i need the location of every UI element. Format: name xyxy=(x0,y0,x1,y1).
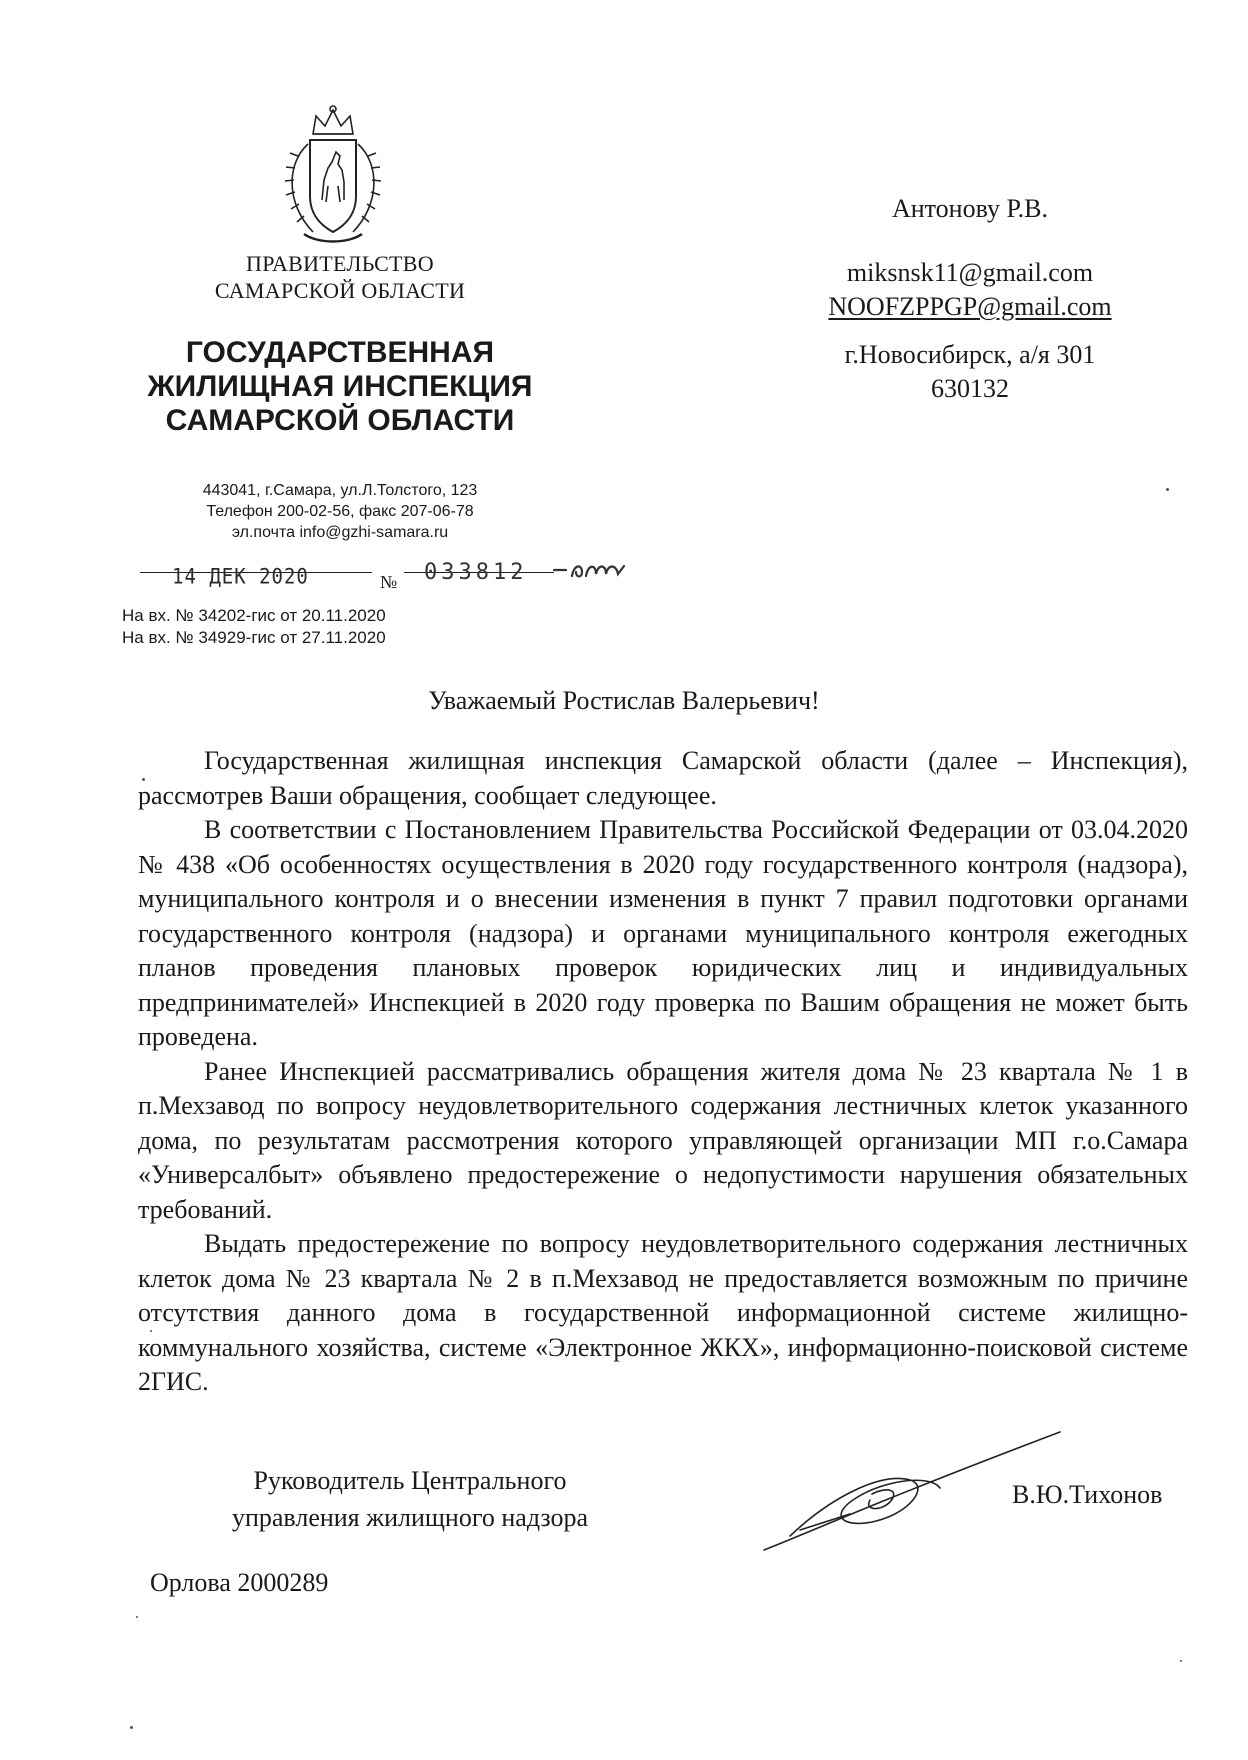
executor-info: Орлова 2000289 xyxy=(150,1568,329,1597)
paragraph: Ранее Инспекцией рассматривались обращения жителя дома № 23 квартала № 1 в п.Мехзавод по вопросу неудовлетворительного содержания лестничных клеток указанного дома, по результатам рассмотрения которого управляющей организации МП г.о.Самара «Универсалбыт» объявлено предостережение о недопустимости нарушения обязательных требований. xyxy=(138,1056,1188,1224)
gov-line-1: ПРАВИТЕЛЬСТВО xyxy=(246,251,434,276)
registration-suffix-handwritten xyxy=(552,548,642,588)
paragraph: Выдать предостережение по вопросу неудовлетворительного содержания лестничных клеток дома № 23 квартала № 2 в п.Мехзавод не предоставляется возможным по причине отсутствия данного дома в государственной информационной системе жилищно-коммунального хозяйства, системе «Электронное ЖКХ», информационно-поисковой системе 2ГИС. xyxy=(138,1229,1188,1396)
signer-position xyxy=(200,1462,620,1536)
letter-body xyxy=(138,744,1188,1400)
recipient-name: Антонову Р.В. xyxy=(891,194,1049,223)
position-line-2: управления жилищного надзора xyxy=(231,1503,589,1532)
org-email: эл.почта info@gzhi-samara.ru xyxy=(231,524,449,541)
registration-number-label: № xyxy=(380,572,398,592)
org-line-2: ЖИЛИЩНАЯ ИНСПЕКЦИЯ xyxy=(147,370,533,403)
organization-name xyxy=(120,336,560,438)
gov-line-2: САМАРСКОЙ ОБЛАСТИ xyxy=(214,278,466,303)
scan-speck xyxy=(1166,488,1169,491)
paragraph: В соответствии с Постановлением Правительства Российской Федерации от 03.04.2020 № 438 «Об особенностях осуществления в 2020 году государственного контроля (надзора), муниципального контроля и о внесении изменения в пункт 7 правил подготовки органами государственного контроля (надзора) и органами муниципального контроля ежегодных планов проведения плановых проверок юридических лиц и индивидуальных предпринимателей» Инспекцией в 2020 году проверка по Вашим обращения не может быть проведена. xyxy=(138,815,1188,1051)
organization-contacts xyxy=(150,480,530,543)
recipient-block xyxy=(760,192,1180,406)
signer-name: В.Ю.Тихонов xyxy=(1012,1480,1163,1509)
position-line-1: Руководитель Центрального xyxy=(253,1466,567,1495)
scan-speck xyxy=(130,1726,133,1729)
org-line-1: ГОСУДАРСТВЕННАЯ xyxy=(185,336,495,369)
recipient-email-2: NOOFZPPGP@gmail.com xyxy=(828,292,1112,321)
org-phone: Телефон 200-02-56, факс 207-06-78 xyxy=(206,503,474,520)
org-address: 443041, г.Самара, ул.Л.Толстого, 123 xyxy=(202,482,478,499)
registration-number: 033812 xyxy=(424,560,528,585)
registration-date: 14 ДЕК 2020 xyxy=(172,564,309,590)
recipient-postcode: 630132 xyxy=(931,374,1009,403)
scan-speck xyxy=(142,778,145,781)
recipient-address: г.Новосибирск, а/я 301 xyxy=(844,340,1096,369)
scan-speck xyxy=(1180,1660,1182,1662)
scan-speck xyxy=(150,1330,152,1332)
salutation: Уважаемый Ростислав Валерьевич! xyxy=(428,686,820,715)
samara-coat-of-arms-icon xyxy=(268,104,398,254)
paragraph: Государственная жилищная инспекция Самарской области (далее – Инспекция), рассмотрев Ваши обращения, сообщает следующее. xyxy=(138,746,1188,810)
incoming-reference-2: На вх. № 34929-гис от 27.11.2020 xyxy=(122,628,386,647)
incoming-reference-1: На вх. № 34202-гис от 20.11.2020 xyxy=(122,606,386,625)
org-line-3: САМАРСКОЙ ОБЛАСТИ xyxy=(165,404,515,437)
government-name xyxy=(170,250,510,304)
recipient-email-1: miksnsk11@gmail.com xyxy=(846,258,1094,287)
scan-speck xyxy=(136,1616,138,1618)
